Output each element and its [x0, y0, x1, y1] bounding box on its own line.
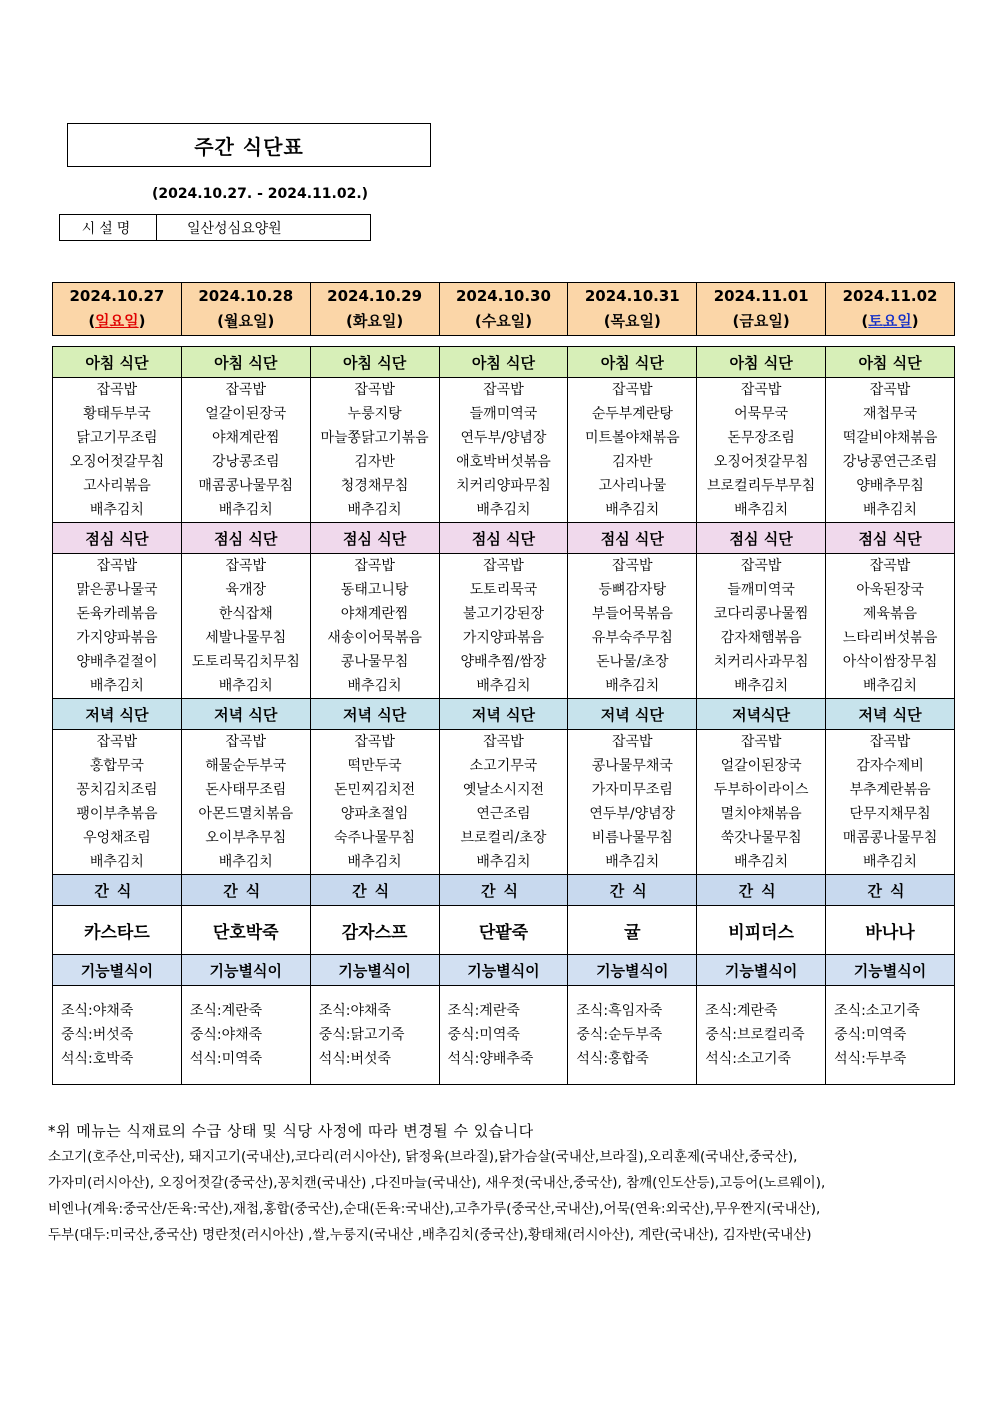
menu-item: 배추김치	[347, 678, 402, 694]
functional-item: 중식:브로컬리죽	[705, 1027, 805, 1043]
menu-item: 강낭콩조림	[211, 454, 280, 470]
lunch-menu-cell	[181, 554, 310, 699]
snack-header: 간식	[439, 875, 568, 906]
menu-item: 코다리콩나물찜	[713, 606, 809, 622]
snack-header: 간식	[826, 875, 955, 906]
menu-item: 불고기강된장	[462, 606, 545, 622]
menu-item: 양파초절임	[340, 806, 409, 822]
dinner-header: 저녁 식단	[826, 699, 955, 730]
origin-line: 두부(대두:미국산,중국산) 명란젓(러시아산) ,쌀,누룽지(국내산 ,배추김치(중국산),황태채(러시아산), 계란(국내산), 김자반(국내산)	[48, 1227, 812, 1243]
menu-item: 브로컬리두부무침	[707, 478, 816, 494]
page-title: 주간 식단표	[67, 123, 431, 167]
menu-item: 잡곡밥	[96, 558, 138, 574]
menu-item: 돈사태무조림	[205, 782, 287, 798]
menu-item: 배추김치	[605, 678, 660, 694]
day-of-week	[311, 309, 439, 334]
functional-header-row	[53, 955, 955, 986]
menu-item: 청경채무침	[340, 478, 409, 494]
functional-item: 석식:소고기죽	[705, 1051, 792, 1067]
menu-item: 매콤콩나물무침	[842, 830, 938, 846]
functional-cell	[53, 986, 182, 1085]
menu-item: 두부하이라이스	[713, 782, 809, 798]
snack-cell: 단호박죽	[181, 906, 310, 955]
menu-item: 양배추겉절이	[76, 654, 158, 670]
menu-item: 누룽지탕	[347, 406, 402, 422]
menu-item: 배추김치	[218, 854, 273, 870]
breakfast-menu-cell	[310, 378, 439, 523]
lunch-menu-cell	[568, 554, 697, 699]
menu-item: 잡곡밥	[612, 558, 653, 574]
functional-item: 중식:야채죽	[189, 1027, 263, 1043]
origin-line: 가자미(러시아산), 오징어젓갈(중국산),꽁치캔(국내산) ,다진마늘(국내산), 새우젓(국내산,중국산), 참깨(인도산등),고등어(노르웨이),	[48, 1175, 826, 1191]
lunch-header: 점심 식단	[439, 523, 568, 554]
menu-item: 미트볼야채볶음	[584, 430, 680, 446]
menu-item: 아욱된장국	[856, 582, 924, 598]
lunch-menu-row	[53, 554, 955, 699]
menu-item: 가자미무조림	[591, 782, 673, 798]
menu-period: (2024.10.27. - 2024.11.02.)	[151, 186, 369, 202]
functional-cell	[181, 986, 310, 1085]
functional-cell	[697, 986, 826, 1085]
snack-cell: 귤	[568, 906, 697, 955]
menu-item: 돈민찌김치전	[334, 782, 416, 798]
functional-cell	[439, 986, 568, 1085]
menu-item: 배추김치	[605, 502, 660, 518]
functional-header: 기능별식이	[53, 955, 182, 986]
menu-item: 잡곡밥	[483, 558, 524, 574]
menu-item: 멸치야채볶음	[720, 806, 802, 822]
menu-item: 양배추무침	[856, 478, 924, 494]
day-paren-close: )	[396, 312, 404, 330]
date-cell	[310, 283, 439, 336]
facility-label: 시설명	[60, 215, 157, 240]
lunch-header: 점심 식단	[697, 523, 826, 554]
snack-cell: 단팥죽	[439, 906, 568, 955]
lunch-menu-cell	[439, 554, 568, 699]
snack-cell: 카스타드	[53, 906, 182, 955]
functional-item: 석식:버섯죽	[318, 1051, 392, 1067]
breakfast-menu-cell	[439, 378, 568, 523]
dinner-menu-cell	[568, 730, 697, 875]
day-name: 수요일	[481, 312, 526, 330]
menu-item: 단무지채무침	[849, 806, 931, 822]
dinner-menu-cell	[439, 730, 568, 875]
menu-item: 배추김치	[734, 678, 789, 694]
menu-item: 배추김치	[218, 502, 273, 518]
dinner-menu-cell	[53, 730, 182, 875]
menu-item: 배추김치	[476, 854, 531, 870]
dinner-header: 저녁 식단	[568, 699, 697, 730]
menu-item: 우엉채조림	[83, 830, 151, 846]
day-of-week	[182, 309, 310, 334]
menu-item: 옛날소시지전	[462, 782, 545, 798]
functional-header: 기능별식이	[181, 955, 310, 986]
menu-item: 얼갈이된장국	[720, 758, 802, 774]
menu-item: 꽁치김치조림	[76, 782, 158, 798]
weekly-menu-table	[52, 346, 955, 1085]
menu-item: 매콤콩나물무침	[198, 478, 294, 494]
menu-item: 돈나물/초장	[596, 654, 669, 670]
menu-item: 얼갈이된장국	[205, 406, 287, 422]
breakfast-menu-cell	[53, 378, 182, 523]
menu-item: 오이부추무침	[205, 830, 287, 846]
snack-header: 간식	[568, 875, 697, 906]
snack-header-row	[53, 875, 955, 906]
menu-item: 배추김치	[862, 678, 918, 694]
menu-item: 잡곡밥	[96, 734, 138, 750]
date-text: 2024.10.31	[584, 287, 680, 305]
functional-item: 중식:버섯죽	[61, 1027, 134, 1043]
functional-item: 조식:계란죽	[447, 1003, 520, 1019]
menu-item: 잡곡밥	[225, 734, 267, 750]
lunch-menu-cell	[826, 554, 955, 699]
menu-item: 양배추찜/쌈장	[460, 654, 547, 670]
menu-item: 세발나물무침	[205, 630, 287, 646]
date-cell	[439, 283, 568, 336]
menu-item: 어묵무국	[734, 406, 789, 422]
menu-item: 쑥갓나물무침	[720, 830, 802, 846]
date-text: 2024.11.02	[842, 287, 938, 305]
dinner-header-row	[53, 699, 955, 730]
menu-item: 순두부계란탕	[591, 406, 673, 422]
date-cell	[181, 283, 310, 336]
day-paren-close: )	[654, 312, 661, 330]
dinner-menu-cell	[181, 730, 310, 875]
menu-item: 야채계란찜	[211, 430, 280, 446]
facility-value: 일산성심요양원	[187, 220, 282, 237]
breakfast-header: 아침 식단	[310, 347, 439, 378]
menu-item: 잡곡밥	[740, 382, 782, 398]
menu-item: 비름나물무침	[591, 830, 673, 846]
functional-item: 석식:두부죽	[834, 1051, 907, 1067]
day-of-week	[440, 309, 568, 334]
day-paren-close: )	[267, 312, 275, 330]
day-paren-close: )	[525, 312, 533, 330]
notice-line: *위 메뉴는 식재료의 수급 상태 및 식당 사정에 따라 변경될 수 있습니다	[48, 1122, 534, 1140]
day-paren-close: )	[138, 312, 146, 330]
menu-item: 동태고니탕	[340, 582, 409, 598]
menu-item: 재첩무국	[862, 406, 918, 422]
snack-cell: 바나나	[826, 906, 955, 955]
menu-item: 배추김치	[476, 678, 531, 694]
menu-item: 아몬드멸치볶음	[198, 806, 294, 822]
menu-item: 황태두부국	[83, 406, 151, 422]
dinner-menu-cell	[310, 730, 439, 875]
snack-header: 간식	[310, 875, 439, 906]
snack-header: 간식	[181, 875, 310, 906]
menu-item: 유부숙주무침	[591, 630, 673, 646]
functional-header: 기능별식이	[697, 955, 826, 986]
lunch-header-row	[53, 523, 955, 554]
date-text: 2024.10.28	[198, 287, 294, 305]
dinner-header: 저녁 식단	[53, 699, 182, 730]
date-cell	[568, 283, 697, 336]
functional-header: 기능별식이	[826, 955, 955, 986]
menu-item: 홍합무국	[89, 758, 144, 774]
functional-item: 중식:닭고기죽	[318, 1027, 405, 1043]
functional-item: 중식:미역죽	[834, 1027, 907, 1043]
day-paren-open: (	[88, 312, 96, 330]
breakfast-header: 아침 식단	[826, 347, 955, 378]
menu-item: 들깨미역국	[469, 406, 538, 422]
menu-item: 잡곡밥	[740, 558, 782, 574]
menu-item: 배추김치	[734, 854, 789, 870]
functional-item: 조식:소고기죽	[834, 1003, 920, 1019]
menu-item: 잡곡밥	[225, 558, 267, 574]
snack-cell: 감자스프	[310, 906, 439, 955]
day-paren-open: (	[861, 312, 869, 330]
menu-item: 애호박버섯볶음	[456, 454, 551, 470]
lunch-header: 점심 식단	[826, 523, 955, 554]
menu-item: 떡만두국	[347, 758, 402, 774]
day-name: 월요일	[224, 312, 268, 330]
menu-item: 배추김치	[347, 502, 402, 518]
menu-item: 잡곡밥	[483, 734, 524, 750]
functional-item: 중식:순두부죽	[576, 1027, 663, 1043]
menu-item: 부들어묵볶음	[591, 606, 673, 622]
menu-item: 숙주나물무침	[334, 830, 416, 846]
breakfast-header: 아침 식단	[439, 347, 568, 378]
menu-item: 배추김치	[89, 502, 144, 518]
menu-item: 강낭콩연근조림	[842, 454, 938, 470]
functional-row	[53, 986, 955, 1085]
menu-item: 콩나물무침	[340, 654, 409, 670]
day-paren-open: (	[474, 312, 482, 330]
menu-item: 배추김치	[605, 854, 660, 870]
functional-item: 조식:야채죽	[318, 1003, 392, 1019]
menu-item: 김자반	[354, 454, 395, 470]
menu-item: 떡갈비야채볶음	[842, 430, 938, 446]
menu-item: 배추김치	[89, 854, 144, 870]
menu-item: 고사리볶음	[83, 478, 151, 494]
date-cell	[826, 283, 955, 336]
menu-item: 고사리나물	[598, 478, 667, 494]
day-of-week	[53, 309, 181, 334]
breakfast-menu-cell	[568, 378, 697, 523]
menu-item: 잡곡밥	[869, 734, 911, 750]
menu-item: 잡곡밥	[869, 382, 911, 398]
functional-header: 기능별식이	[310, 955, 439, 986]
breakfast-menu-cell	[181, 378, 310, 523]
day-name: 토요일	[868, 312, 912, 330]
origin-line: 비엔나(계육:중국산/돈육:국산),재첩,홍합(중국산),순대(돈육:국내산),고추가루(중국산,국내산),어묵(연육:외국산),무우짠지(국내산),	[48, 1201, 821, 1217]
menu-item: 해물순두부국	[205, 758, 287, 774]
menu-item: 느타리버섯볶음	[842, 630, 938, 646]
menu-item: 잡곡밥	[354, 734, 395, 750]
breakfast-header: 아침 식단	[697, 347, 826, 378]
dinner-header: 저녁 식단	[181, 699, 310, 730]
menu-item: 닭고기무조림	[76, 430, 158, 446]
day-name: 목요일	[610, 312, 655, 330]
menu-item: 팽이부추볶음	[76, 806, 158, 822]
facility-box	[59, 214, 371, 241]
menu-item: 연두부/양념장	[589, 806, 676, 822]
date-text: 2024.10.30	[456, 287, 551, 305]
day-paren-open: (	[603, 312, 611, 330]
menu-item: 김자반	[612, 454, 653, 470]
breakfast-header: 아침 식단	[568, 347, 697, 378]
menu-item: 감자수제비	[856, 758, 924, 774]
breakfast-header-row	[53, 347, 955, 378]
dinner-menu-row	[53, 730, 955, 875]
menu-item: 새송이어묵볶음	[327, 630, 422, 646]
dinner-header: 저녁 식단	[310, 699, 439, 730]
day-paren-close: )	[782, 312, 790, 330]
menu-item: 치커리사과무침	[713, 654, 809, 670]
day-of-week	[697, 309, 825, 334]
functional-cell	[310, 986, 439, 1085]
origin-line: 소고기(호주산,미국산), 돼지고기(국내산),코다리(러시아산), 닭정육(브라질),닭가슴살(국내산,브라질),오리훈제(국내산,중국산),	[48, 1149, 798, 1165]
day-paren-close: )	[911, 312, 919, 330]
menu-item: 잡곡밥	[483, 382, 524, 398]
menu-item: 맑은콩나물국	[76, 582, 158, 598]
menu-item: 잡곡밥	[612, 734, 653, 750]
breakfast-menu-cell	[826, 378, 955, 523]
date-header-table	[52, 282, 955, 336]
day-of-week	[826, 309, 954, 334]
menu-item: 잡곡밥	[354, 382, 395, 398]
day-name: 금요일	[739, 312, 783, 330]
menu-item: 배추김치	[347, 854, 402, 870]
date-text: 2024.10.27	[69, 287, 165, 305]
menu-item: 배추김치	[734, 502, 789, 518]
dinner-header: 저녁식단	[697, 699, 826, 730]
date-cell	[53, 283, 182, 336]
snack-cell: 비피더스	[697, 906, 826, 955]
lunch-header: 점심 식단	[181, 523, 310, 554]
menu-item: 등뼈감자탕	[598, 582, 667, 598]
menu-item: 잡곡밥	[96, 382, 138, 398]
functional-item: 조식:계란죽	[705, 1003, 778, 1019]
lunch-menu-cell	[697, 554, 826, 699]
menu-item: 감자채햄볶음	[720, 630, 802, 646]
menu-item: 한식잡채	[218, 606, 273, 622]
menu-item: 오징어젓갈무침	[69, 454, 165, 470]
lunch-header: 점심 식단	[568, 523, 697, 554]
functional-item: 중식:미역죽	[447, 1027, 520, 1043]
menu-item: 잡곡밥	[869, 558, 911, 574]
menu-item: 잡곡밥	[612, 382, 653, 398]
menu-item: 배추김치	[476, 502, 531, 518]
functional-cell	[826, 986, 955, 1085]
menu-item: 배추김치	[862, 502, 918, 518]
functional-header: 기능별식이	[439, 955, 568, 986]
menu-item: 잡곡밥	[225, 382, 267, 398]
date-cell	[697, 283, 826, 336]
snack-header: 간식	[53, 875, 182, 906]
functional-item: 석식:미역죽	[189, 1051, 263, 1067]
menu-item: 육개장	[225, 582, 267, 598]
menu-item: 돈무장조림	[727, 430, 795, 446]
day-of-week	[568, 309, 696, 334]
lunch-menu-cell	[53, 554, 182, 699]
menu-item: 브로컬리/초장	[460, 830, 547, 846]
menu-item: 들깨미역국	[727, 582, 795, 598]
menu-item: 배추김치	[218, 678, 273, 694]
functional-item: 조식:계란죽	[189, 1003, 263, 1019]
functional-item: 석식:호박죽	[61, 1051, 134, 1067]
menu-item: 콩나물무채국	[591, 758, 673, 774]
day-paren-open: (	[346, 312, 353, 330]
snack-header: 간식	[697, 875, 826, 906]
menu-item: 도토리묵김치무침	[191, 654, 300, 670]
lunch-header: 점심 식단	[53, 523, 182, 554]
breakfast-header: 아침 식단	[53, 347, 182, 378]
dinner-menu-cell	[697, 730, 826, 875]
functional-item: 석식:홍합죽	[576, 1051, 649, 1067]
menu-item: 야채계란찜	[340, 606, 409, 622]
menu-item: 가지양파볶음	[462, 630, 545, 646]
menu-item: 마늘쫑닭고기볶음	[320, 430, 429, 446]
dinner-menu-cell	[826, 730, 955, 875]
menu-item: 연두부/양념장	[460, 430, 547, 446]
menu-item: 치커리양파무침	[456, 478, 551, 494]
functional-item: 조식:야채죽	[61, 1003, 134, 1019]
breakfast-menu-row	[53, 378, 955, 523]
functional-cell	[568, 986, 697, 1085]
menu-item: 배추김치	[89, 678, 144, 694]
menu-item: 도토리묵국	[469, 582, 538, 598]
menu-item: 돈육카레볶음	[76, 606, 158, 622]
day-paren-open: (	[732, 312, 740, 330]
menu-item: 소고기무국	[469, 758, 538, 774]
menu-item: 아삭이쌈장무침	[842, 654, 938, 670]
menu-item: 잡곡밥	[354, 558, 395, 574]
menu-item: 오징어젓갈무침	[713, 454, 809, 470]
day-paren-open: (	[217, 312, 225, 330]
functional-item: 석식:양배추죽	[447, 1051, 534, 1067]
dinner-header: 저녁 식단	[439, 699, 568, 730]
menu-item: 배추김치	[862, 854, 918, 870]
menu-item: 가지양파볶음	[76, 630, 158, 646]
date-text: 2024.10.29	[327, 287, 423, 305]
menu-item: 잡곡밥	[740, 734, 782, 750]
functional-header: 기능별식이	[568, 955, 697, 986]
day-name: 일요일	[95, 312, 139, 330]
functional-item: 조식:흑임자죽	[576, 1003, 663, 1019]
day-name: 화요일	[352, 312, 397, 330]
menu-item: 부추계란볶음	[849, 782, 931, 798]
notes	[48, 1118, 968, 1248]
breakfast-header: 아침 식단	[181, 347, 310, 378]
lunch-menu-cell	[310, 554, 439, 699]
snack-row	[53, 906, 955, 955]
menu-item: 제육볶음	[862, 606, 918, 622]
lunch-header: 점심 식단	[310, 523, 439, 554]
breakfast-menu-cell	[697, 378, 826, 523]
date-text: 2024.11.01	[713, 287, 809, 305]
menu-item: 연근조림	[476, 806, 531, 822]
